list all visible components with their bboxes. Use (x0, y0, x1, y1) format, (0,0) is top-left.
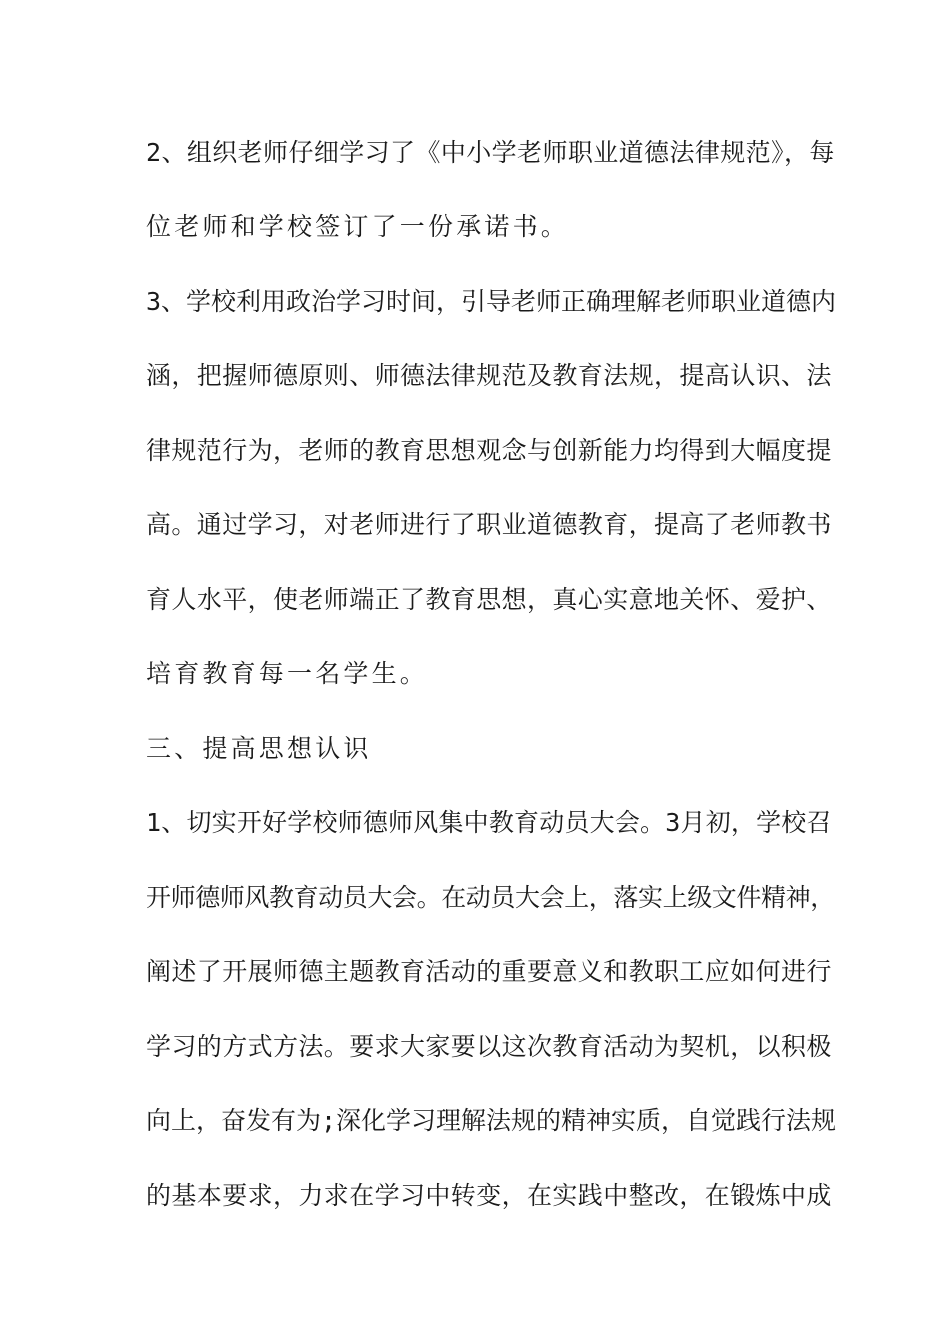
text-line: 培育教育每一名学生。 (146, 659, 429, 688)
text-line: 育人水平，使老师端正了教育思想，真心实意地关怀、爱护、 (146, 585, 832, 614)
text-line: 律规范行为，老师的教育思想观念与创新能力均得到大幅度提 (146, 436, 832, 465)
text-line: 向上，奋发有为;深化学习理解法规的精神实质，自觉践行法规 (146, 1106, 837, 1135)
text-line: 2、组织老师仔细学习了《中小学老师职业道德法律规范》，每 (146, 138, 835, 167)
text-line: 1、切实开好学校师德师风集中教育动员大会。3月初，学校召 (146, 808, 832, 837)
text-line: 涵，把握师德原则、师德法律规范及教育法规，提高认识、法 (146, 361, 832, 390)
section-heading: 三、提高思想认识 (146, 734, 372, 763)
text-line: 3、学校利用政治学习时间，引导老师正确理解老师职业道德内 (146, 287, 837, 316)
text-line: 的基本要求，力求在学习中转变，在实践中整改，在锻炼中成 (146, 1181, 832, 1210)
text-line: 学习的方式方法。要求大家要以这次教育活动为契机，以积极 (146, 1032, 832, 1061)
text-line: 阐述了开展师德主题教育活动的重要意义和教职工应如何进行 (146, 957, 832, 986)
text-line: 开师德师风教育动员大会。在动员大会上，落实上级文件精神， (146, 883, 835, 912)
text-line: 高。通过学习，对老师进行了职业道德教育，提高了老师教书 (146, 510, 832, 539)
text-line: 位老师和学校签订了一份承诺书。 (146, 212, 570, 241)
